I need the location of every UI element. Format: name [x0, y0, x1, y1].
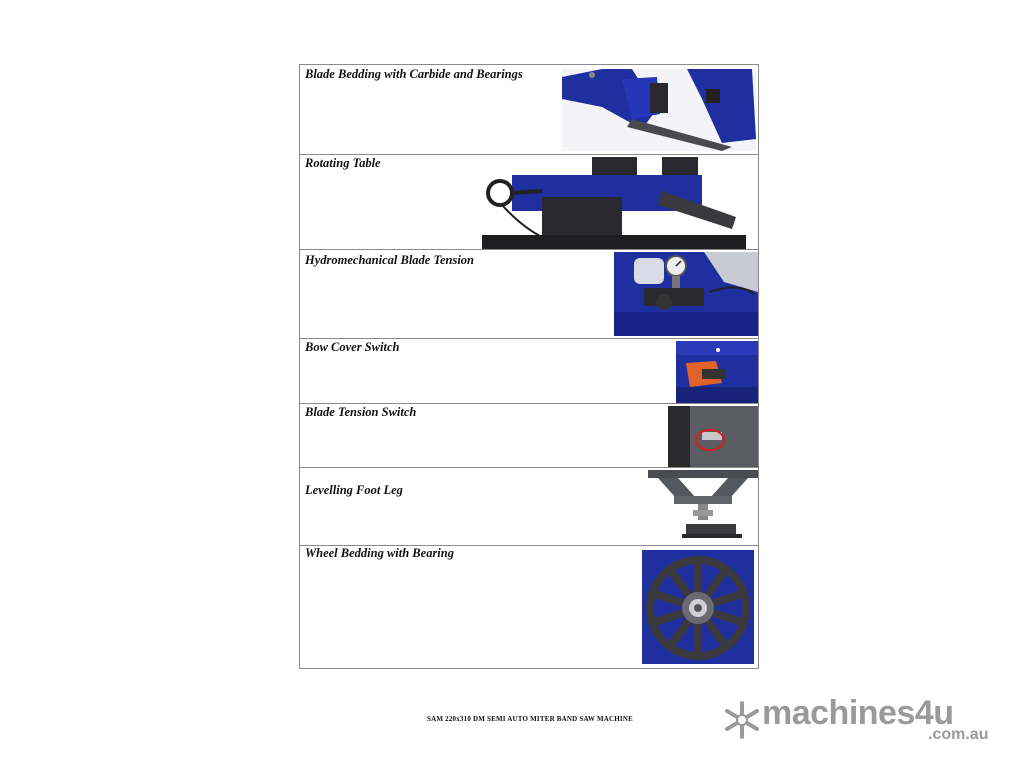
feature-row-rotating-table [300, 155, 758, 250]
wheel-photo-icon [642, 550, 754, 664]
feature-label: Levelling Foot Leg [305, 483, 403, 497]
feature-label: Blade Tension Switch [305, 405, 417, 419]
feature-label: Wheel Bedding with Bearing [305, 546, 454, 560]
blade-bedding-photo-icon [562, 69, 756, 151]
feature-label: Bow Cover Switch [305, 340, 400, 354]
feature-row-wheel-bedding [300, 546, 758, 668]
snowflake-logo-icon [722, 700, 762, 740]
machines4u-logo [722, 694, 992, 744]
feature-label: Rotating Table [305, 156, 381, 170]
bow-cover-switch-photo-icon [676, 341, 758, 403]
feature-row-blade-bedding [300, 65, 758, 155]
feature-table [299, 64, 759, 669]
feature-row-hydromechanical-tension [300, 250, 758, 339]
levelling-foot-photo-icon [648, 470, 758, 544]
feature-label: Blade Bedding with Carbide and Bearings [305, 67, 523, 81]
logo-domain: .com.au [928, 726, 989, 743]
logo-wordmark: machines4u [762, 694, 954, 732]
footer-title: SAM 220x310 DM SEMI AUTO MITER BAND SAW MACHINE [427, 715, 633, 723]
feature-label: Hydromechanical Blade Tension [305, 253, 474, 267]
tension-gauge-photo-icon [614, 252, 758, 336]
feature-row-bow-cover-switch [300, 339, 758, 404]
feature-row-blade-tension-switch [300, 404, 758, 468]
blade-tension-switch-photo-icon [668, 406, 758, 468]
feature-row-levelling-foot [300, 468, 758, 546]
rotating-table-photo-icon [482, 157, 746, 249]
